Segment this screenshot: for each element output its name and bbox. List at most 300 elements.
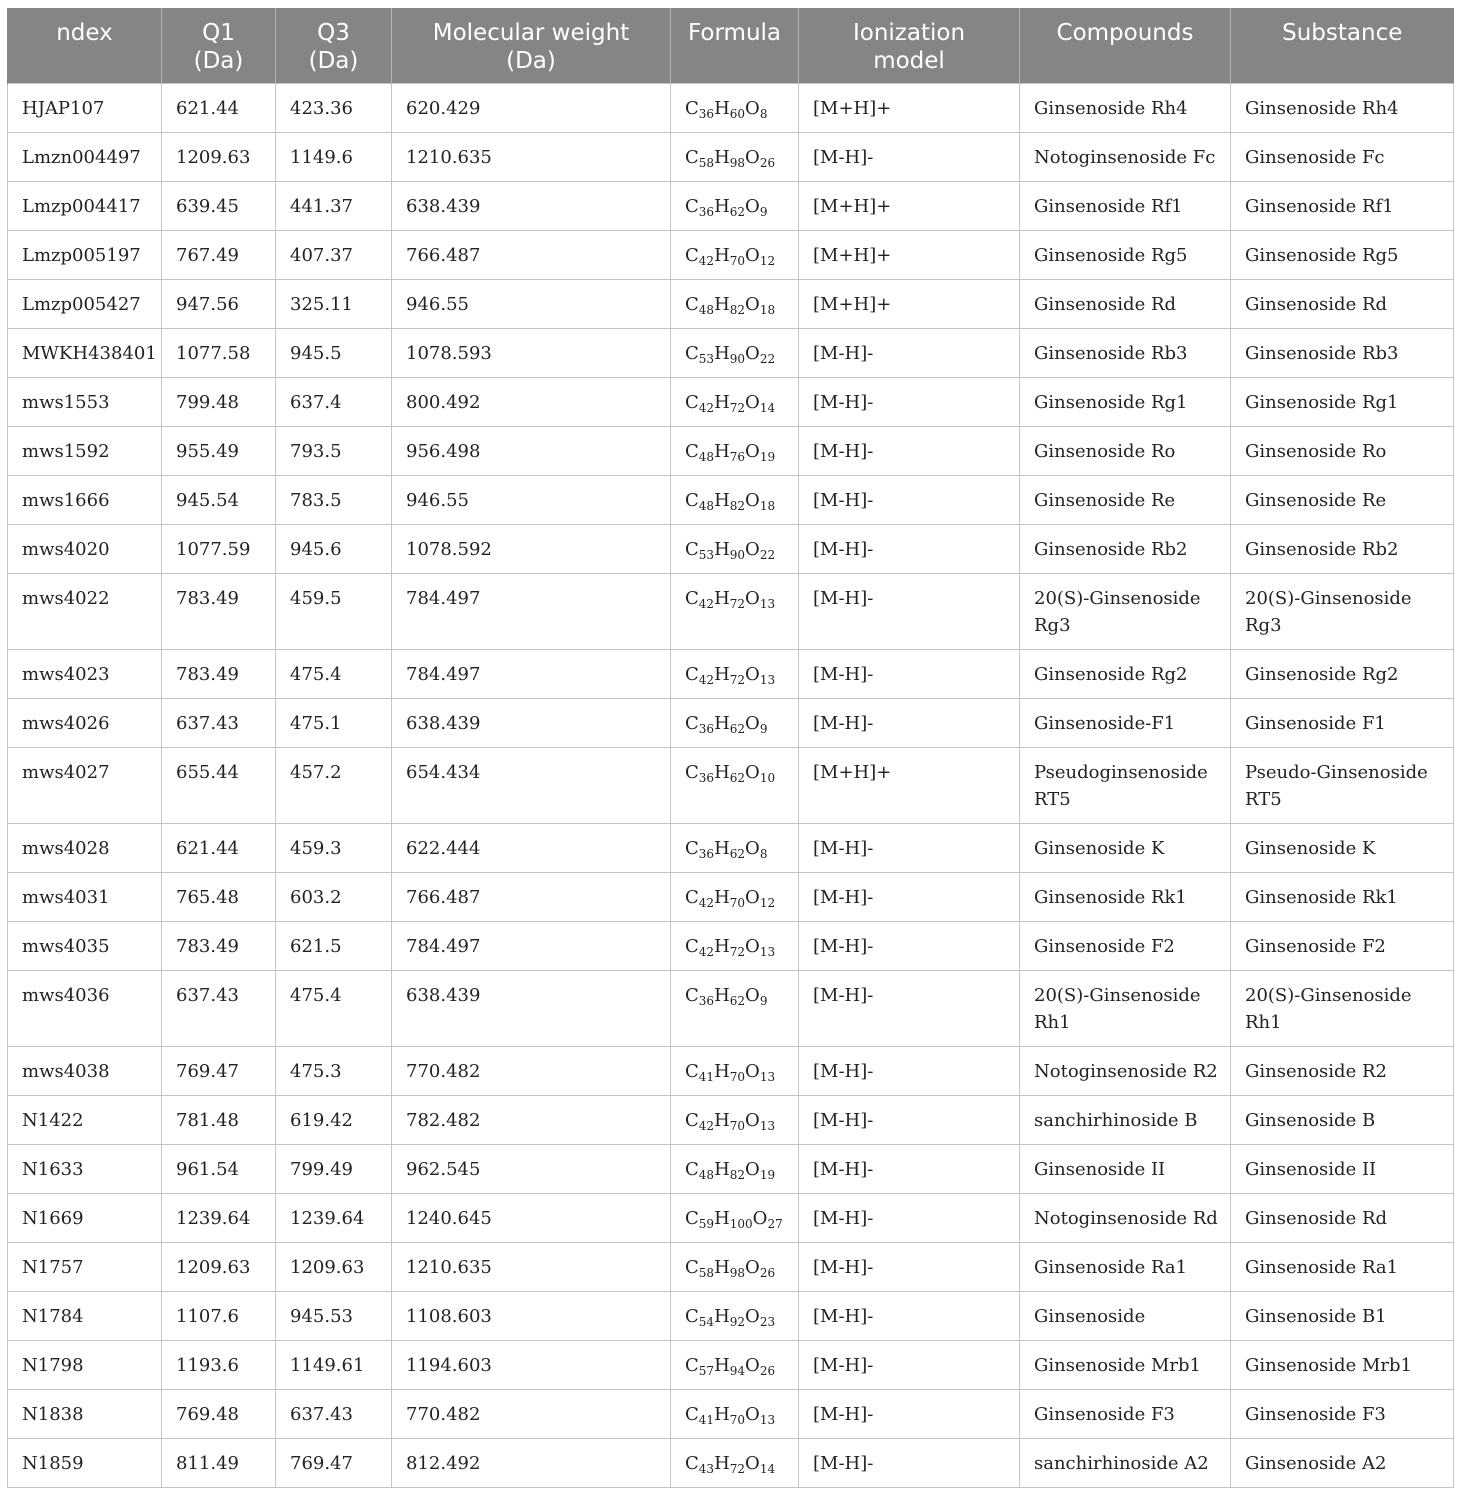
formula-count: 13: [759, 1413, 776, 1427]
molecular-weight-cell: 638.439: [392, 182, 671, 231]
compound-cell: sanchirhinoside B: [1020, 1096, 1231, 1145]
index-cell: N1838: [8, 1390, 162, 1439]
q1-cell: 799.48: [162, 378, 276, 427]
formula-count: 22: [759, 548, 776, 562]
formula-count: 42: [698, 401, 715, 415]
formula-element: C: [685, 196, 699, 217]
substance-cell: Ginsenoside Ro: [1231, 427, 1454, 476]
formula-count: 36: [698, 994, 715, 1008]
formula-count: 90: [729, 548, 746, 562]
formula-count: 70: [729, 896, 746, 910]
formula-count: 36: [698, 107, 715, 121]
formula-count: 82: [729, 1168, 746, 1182]
compound-cell: Ginsenoside Re: [1020, 476, 1231, 525]
formula-element: H: [714, 588, 730, 609]
formula-count: 8: [759, 107, 768, 121]
compound-cell: Ginsenoside F2: [1020, 922, 1231, 971]
header-row: [8, 8, 1454, 84]
formula-element: C: [685, 762, 699, 783]
molecular-weight-cell: 784.497: [392, 574, 671, 650]
formula-count: 70: [729, 1070, 746, 1084]
compound-cell: Ginsenoside Rd: [1020, 280, 1231, 329]
q1-cell: 1107.6: [162, 1292, 276, 1341]
formula-element: C: [685, 1159, 699, 1180]
index-cell: HJAP107: [8, 84, 162, 133]
q3-cell: 619.42: [276, 1096, 392, 1145]
header-substance: [1231, 8, 1454, 84]
formula-count: 48: [698, 450, 715, 464]
substance-cell: Ginsenoside A2: [1231, 1439, 1454, 1488]
formula-count: 42: [698, 896, 715, 910]
index-cell: mws4035: [8, 922, 162, 971]
header-ionization-sublabel: model: [873, 48, 945, 74]
formula-count: 13: [759, 673, 776, 687]
formula-element: O: [745, 343, 760, 364]
q3-cell: 457.2: [276, 748, 392, 824]
formula-element: H: [714, 490, 730, 511]
formula-count: 41: [698, 1070, 715, 1084]
table-row: [8, 231, 1454, 280]
q1-cell: 945.54: [162, 476, 276, 525]
q3-cell: 799.49: [276, 1145, 392, 1194]
compound-cell: Ginsenoside Ra1: [1020, 1243, 1231, 1292]
table-row: [8, 427, 1454, 476]
formula-cell: [671, 971, 799, 1047]
formula-element: C: [685, 1257, 699, 1278]
formula-element: C: [685, 147, 699, 168]
formula-cell: [671, 1390, 799, 1439]
formula-count: 12: [759, 896, 776, 910]
q1-cell: 783.49: [162, 922, 276, 971]
header-molecular-weight: [392, 8, 671, 84]
formula-count: 48: [698, 1168, 715, 1182]
index-cell: Lmzp005197: [8, 231, 162, 280]
molecular-weight-cell: 1108.603: [392, 1292, 671, 1341]
substance-cell: Ginsenoside K: [1231, 824, 1454, 873]
formula-element: O: [745, 196, 760, 217]
formula-element: H: [714, 887, 730, 908]
formula-element: H: [714, 1355, 730, 1376]
table-row: [8, 1096, 1454, 1145]
q3-cell: 459.5: [276, 574, 392, 650]
formula-count: 42: [698, 673, 715, 687]
header-q3: [276, 8, 392, 84]
table-row: [8, 650, 1454, 699]
ionization-cell: [M+H]+: [799, 84, 1020, 133]
formula-element: C: [685, 539, 699, 560]
formula-element: C: [685, 441, 699, 462]
formula-element: O: [745, 1110, 760, 1131]
formula-cell: [671, 476, 799, 525]
molecular-weight-cell: 1210.635: [392, 133, 671, 182]
formula-element: C: [685, 985, 699, 1006]
q1-cell: 639.45: [162, 182, 276, 231]
header-compounds: [1020, 8, 1231, 84]
substance-cell: Ginsenoside Rk1: [1231, 873, 1454, 922]
index-cell: mws4022: [8, 574, 162, 650]
table-row: [8, 329, 1454, 378]
q3-cell: 783.5: [276, 476, 392, 525]
ionization-cell: [M-H]-: [799, 1390, 1020, 1439]
substance-cell: Ginsenoside Rd: [1231, 280, 1454, 329]
formula-count: 54: [698, 1315, 715, 1329]
formula-count: 70: [729, 254, 746, 268]
q3-cell: 637.4: [276, 378, 392, 427]
header-q1-unit: (Da): [193, 48, 244, 74]
q1-cell: 637.43: [162, 699, 276, 748]
ionization-cell: [M-H]-: [799, 1096, 1020, 1145]
formula-count: 58: [698, 1266, 715, 1280]
formula-element: C: [685, 490, 699, 511]
formula-element: H: [714, 539, 730, 560]
q3-cell: 475.3: [276, 1047, 392, 1096]
formula-cell: [671, 1145, 799, 1194]
formula-count: 42: [698, 945, 715, 959]
header-ionization-model: [799, 8, 1020, 84]
formula-element: O: [745, 245, 760, 266]
substance-cell: Ginsenoside Rd: [1231, 1194, 1454, 1243]
formula-element: H: [714, 294, 730, 315]
table-row: [8, 378, 1454, 427]
formula-count: 26: [759, 1364, 776, 1378]
table-row: [8, 574, 1454, 650]
formula-count: 90: [729, 352, 746, 366]
substance-cell: Ginsenoside Rb3: [1231, 329, 1454, 378]
header-mw-unit: (Da): [506, 48, 556, 74]
substance-cell: Ginsenoside B: [1231, 1096, 1454, 1145]
formula-count: 12: [759, 254, 776, 268]
formula-count: 92: [729, 1315, 746, 1329]
formula-count: 9: [759, 994, 768, 1008]
table-body: [8, 84, 1454, 1488]
formula-count: 53: [698, 352, 715, 366]
compound-cell: Ginsenoside-F1: [1020, 699, 1231, 748]
q3-cell: 475.4: [276, 971, 392, 1047]
q3-cell: 945.53: [276, 1292, 392, 1341]
header-q3-unit: (Da): [308, 48, 359, 74]
index-cell: N1669: [8, 1194, 162, 1243]
table-row: [8, 1390, 1454, 1439]
formula-count: 76: [729, 450, 746, 464]
index-cell: N1859: [8, 1439, 162, 1488]
ionization-cell: [M-H]-: [799, 378, 1020, 427]
index-cell: mws4027: [8, 748, 162, 824]
formula-element: O: [745, 936, 760, 957]
ionization-cell: [M-H]-: [799, 427, 1020, 476]
q1-cell: 781.48: [162, 1096, 276, 1145]
molecular-weight-cell: 638.439: [392, 971, 671, 1047]
formula-count: 27: [767, 1217, 783, 1231]
ionization-cell: [M-H]-: [799, 873, 1020, 922]
compound-cell: sanchirhinoside A2: [1020, 1439, 1231, 1488]
formula-element: O: [745, 392, 760, 413]
ionization-cell: [M-H]-: [799, 1439, 1020, 1488]
formula-element: H: [714, 196, 730, 217]
q1-cell: 637.43: [162, 971, 276, 1047]
index-cell: mws4031: [8, 873, 162, 922]
compound-cell: Notoginsenoside R2: [1020, 1047, 1231, 1096]
ionization-cell: [M-H]-: [799, 922, 1020, 971]
formula-element: O: [745, 441, 760, 462]
molecular-weight-cell: 1240.645: [392, 1194, 671, 1243]
ionization-cell: [M+H]+: [799, 748, 1020, 824]
index-cell: N1757: [8, 1243, 162, 1292]
q1-cell: 1209.63: [162, 133, 276, 182]
molecular-weight-cell: 956.498: [392, 427, 671, 476]
ionization-cell: [M-H]-: [799, 1243, 1020, 1292]
formula-count: 43: [698, 1462, 715, 1476]
ionization-cell: [M-H]-: [799, 1292, 1020, 1341]
formula-element: C: [685, 294, 699, 315]
ionization-cell: [M-H]-: [799, 971, 1020, 1047]
molecular-weight-cell: 770.482: [392, 1047, 671, 1096]
formula-count: 42: [698, 597, 715, 611]
formula-element: H: [714, 1404, 730, 1425]
formula-element: H: [714, 1257, 730, 1278]
substance-cell: Ginsenoside B1: [1231, 1292, 1454, 1341]
formula-element: C: [685, 936, 699, 957]
ionization-cell: [M-H]-: [799, 133, 1020, 182]
formula-count: 82: [729, 303, 746, 317]
formula-count: 62: [729, 847, 746, 861]
substance-cell: 20(S)-Ginsenoside Rh1: [1231, 971, 1454, 1047]
molecular-weight-cell: 1078.593: [392, 329, 671, 378]
formula-element: O: [745, 1404, 760, 1425]
ionization-cell: [M-H]-: [799, 699, 1020, 748]
formula-count: 18: [759, 499, 776, 513]
substance-cell: Ginsenoside Fc: [1231, 133, 1454, 182]
compound-cell: Ginsenoside Rg5: [1020, 231, 1231, 280]
molecular-weight-cell: 622.444: [392, 824, 671, 873]
formula-element: H: [714, 1453, 730, 1474]
table-row: [8, 182, 1454, 231]
index-cell: mws4028: [8, 824, 162, 873]
header-q1-label: Q1: [202, 20, 235, 46]
index-cell: N1422: [8, 1096, 162, 1145]
index-cell: mws1553: [8, 378, 162, 427]
molecular-weight-cell: 1078.592: [392, 525, 671, 574]
ionization-cell: [M-H]-: [799, 824, 1020, 873]
q3-cell: 793.5: [276, 427, 392, 476]
molecular-weight-cell: 784.497: [392, 650, 671, 699]
header-index-label: ndex: [56, 20, 113, 46]
ionization-cell: [M-H]-: [799, 1194, 1020, 1243]
substance-cell: Ginsenoside II: [1231, 1145, 1454, 1194]
q3-cell: 475.4: [276, 650, 392, 699]
ionization-cell: [M+H]+: [799, 280, 1020, 329]
formula-element: C: [685, 713, 699, 734]
index-cell: mws4026: [8, 699, 162, 748]
index-cell: mws4036: [8, 971, 162, 1047]
formula-count: 36: [698, 771, 715, 785]
index-cell: mws1592: [8, 427, 162, 476]
formula-count: 70: [729, 1119, 746, 1133]
ionization-cell: [M+H]+: [799, 182, 1020, 231]
molecular-weight-cell: 766.487: [392, 873, 671, 922]
formula-count: 98: [729, 1266, 746, 1280]
formula-element: O: [745, 1453, 760, 1474]
ionization-cell: [M-H]-: [799, 650, 1020, 699]
formula-cell: [671, 1194, 799, 1243]
q1-cell: 947.56: [162, 280, 276, 329]
formula-count: 48: [698, 303, 715, 317]
compound-cell: Ginsenoside Rb2: [1020, 525, 1231, 574]
formula-element: H: [714, 1208, 730, 1229]
substance-cell: Ginsenoside Rg2: [1231, 650, 1454, 699]
molecular-weight-cell: 638.439: [392, 699, 671, 748]
molecular-weight-cell: 962.545: [392, 1145, 671, 1194]
formula-cell: [671, 427, 799, 476]
q3-cell: 1209.63: [276, 1243, 392, 1292]
formula-element: C: [685, 1208, 699, 1229]
formula-count: 72: [729, 1462, 746, 1476]
formula-element: C: [685, 245, 699, 266]
substance-cell: Pseudo-Ginsenoside RT5: [1231, 748, 1454, 824]
compound-cell: Ginsenoside Rh4: [1020, 84, 1231, 133]
formula-count: 94: [729, 1364, 746, 1378]
compound-cell: Ginsenoside: [1020, 1292, 1231, 1341]
index-cell: N1798: [8, 1341, 162, 1390]
formula-element: H: [714, 245, 730, 266]
ionization-cell: [M-H]-: [799, 574, 1020, 650]
formula-count: 72: [729, 401, 746, 415]
formula-count: 36: [698, 205, 715, 219]
formula-cell: [671, 84, 799, 133]
formula-cell: [671, 378, 799, 427]
formula-element: O: [745, 713, 760, 734]
formula-element: O: [745, 588, 760, 609]
formula-element: O: [745, 539, 760, 560]
table-row: [8, 525, 1454, 574]
molecular-weight-cell: 766.487: [392, 231, 671, 280]
formula-element: C: [685, 1110, 699, 1131]
formula-cell: [671, 650, 799, 699]
q3-cell: 475.1: [276, 699, 392, 748]
formula-element: O: [745, 147, 760, 168]
formula-count: 8: [759, 847, 768, 861]
molecular-weight-cell: 800.492: [392, 378, 671, 427]
formula-element: C: [685, 392, 699, 413]
formula-count: 36: [698, 722, 715, 736]
compound-cell: Notoginsenoside Rd: [1020, 1194, 1231, 1243]
formula-cell: [671, 922, 799, 971]
compound-cell: Ginsenoside K: [1020, 824, 1231, 873]
ionization-cell: [M-H]-: [799, 476, 1020, 525]
q1-cell: 1077.58: [162, 329, 276, 378]
q1-cell: 621.44: [162, 824, 276, 873]
molecular-weight-cell: 782.482: [392, 1096, 671, 1145]
formula-cell: [671, 1047, 799, 1096]
header-ionization-label: Ionization: [852, 20, 966, 46]
table-row: [8, 476, 1454, 525]
table-row: [8, 133, 1454, 182]
molecular-weight-cell: 812.492: [392, 1439, 671, 1488]
formula-count: 42: [698, 254, 715, 268]
formula-count: 62: [729, 994, 746, 1008]
table-row: [8, 824, 1454, 873]
formula-count: 42: [698, 1119, 715, 1133]
formula-element: H: [714, 441, 730, 462]
formula-cell: [671, 182, 799, 231]
header-compounds-label: Compounds: [1056, 20, 1194, 46]
formula-count: 22: [759, 352, 776, 366]
table-row: [8, 1243, 1454, 1292]
header-index: [8, 8, 162, 84]
molecular-weight-cell: 1210.635: [392, 1243, 671, 1292]
formula-count: 14: [759, 1462, 776, 1476]
compound-cell: Ginsenoside Rk1: [1020, 873, 1231, 922]
ionization-cell: [M-H]-: [799, 525, 1020, 574]
header-q1: [162, 8, 276, 84]
formula-element: H: [714, 147, 730, 168]
formula-element: C: [685, 588, 699, 609]
q1-cell: 767.49: [162, 231, 276, 280]
formula-count: 9: [759, 205, 768, 219]
index-cell: mws4023: [8, 650, 162, 699]
q1-cell: 769.47: [162, 1047, 276, 1096]
q1-cell: 1209.63: [162, 1243, 276, 1292]
formula-element: C: [685, 887, 699, 908]
formula-count: 13: [759, 1070, 776, 1084]
q1-cell: 1077.59: [162, 525, 276, 574]
formula-count: 13: [759, 1119, 776, 1133]
formula-element: O: [745, 1306, 760, 1327]
formula-cell: [671, 280, 799, 329]
substance-cell: Ginsenoside F1: [1231, 699, 1454, 748]
formula-count: 82: [729, 499, 746, 513]
formula-count: 62: [729, 722, 746, 736]
formula-count: 59: [698, 1217, 715, 1231]
q1-cell: 1193.6: [162, 1341, 276, 1390]
molecular-weight-cell: 770.482: [392, 1390, 671, 1439]
data-table: [7, 8, 1454, 1488]
header-substance-label: Substance: [1282, 20, 1403, 46]
index-cell: Lmzp005427: [8, 280, 162, 329]
substance-cell: Ginsenoside F2: [1231, 922, 1454, 971]
table-row: [8, 922, 1454, 971]
molecular-weight-cell: 784.497: [392, 922, 671, 971]
compound-cell: Ginsenoside F3: [1020, 1390, 1231, 1439]
q3-cell: 407.37: [276, 231, 392, 280]
formula-element: O: [745, 762, 760, 783]
compound-cell: 20(S)-Ginsenoside Rg3: [1020, 574, 1231, 650]
q3-cell: 945.6: [276, 525, 392, 574]
formula-cell: [671, 1096, 799, 1145]
formula-count: 72: [729, 597, 746, 611]
table-row: [8, 1439, 1454, 1488]
molecular-weight-cell: 946.55: [392, 280, 671, 329]
molecular-weight-cell: 946.55: [392, 476, 671, 525]
q3-cell: 1149.61: [276, 1341, 392, 1390]
formula-count: 23: [759, 1315, 776, 1329]
substance-cell: Ginsenoside Re: [1231, 476, 1454, 525]
formula-count: 53: [698, 548, 715, 562]
q3-cell: 637.43: [276, 1390, 392, 1439]
formula-element: H: [714, 1110, 730, 1131]
substance-cell: Ginsenoside Ra1: [1231, 1243, 1454, 1292]
ionization-cell: [M-H]-: [799, 1341, 1020, 1390]
q1-cell: 955.49: [162, 427, 276, 476]
q3-cell: 769.47: [276, 1439, 392, 1488]
formula-count: 72: [729, 673, 746, 687]
formula-element: H: [714, 936, 730, 957]
index-cell: Lmzp004417: [8, 182, 162, 231]
formula-element: H: [714, 985, 730, 1006]
formula-count: 13: [759, 597, 776, 611]
compound-cell: 20(S)-Ginsenoside Rh1: [1020, 971, 1231, 1047]
formula-element: H: [714, 1306, 730, 1327]
formula-count: 60: [729, 107, 746, 121]
